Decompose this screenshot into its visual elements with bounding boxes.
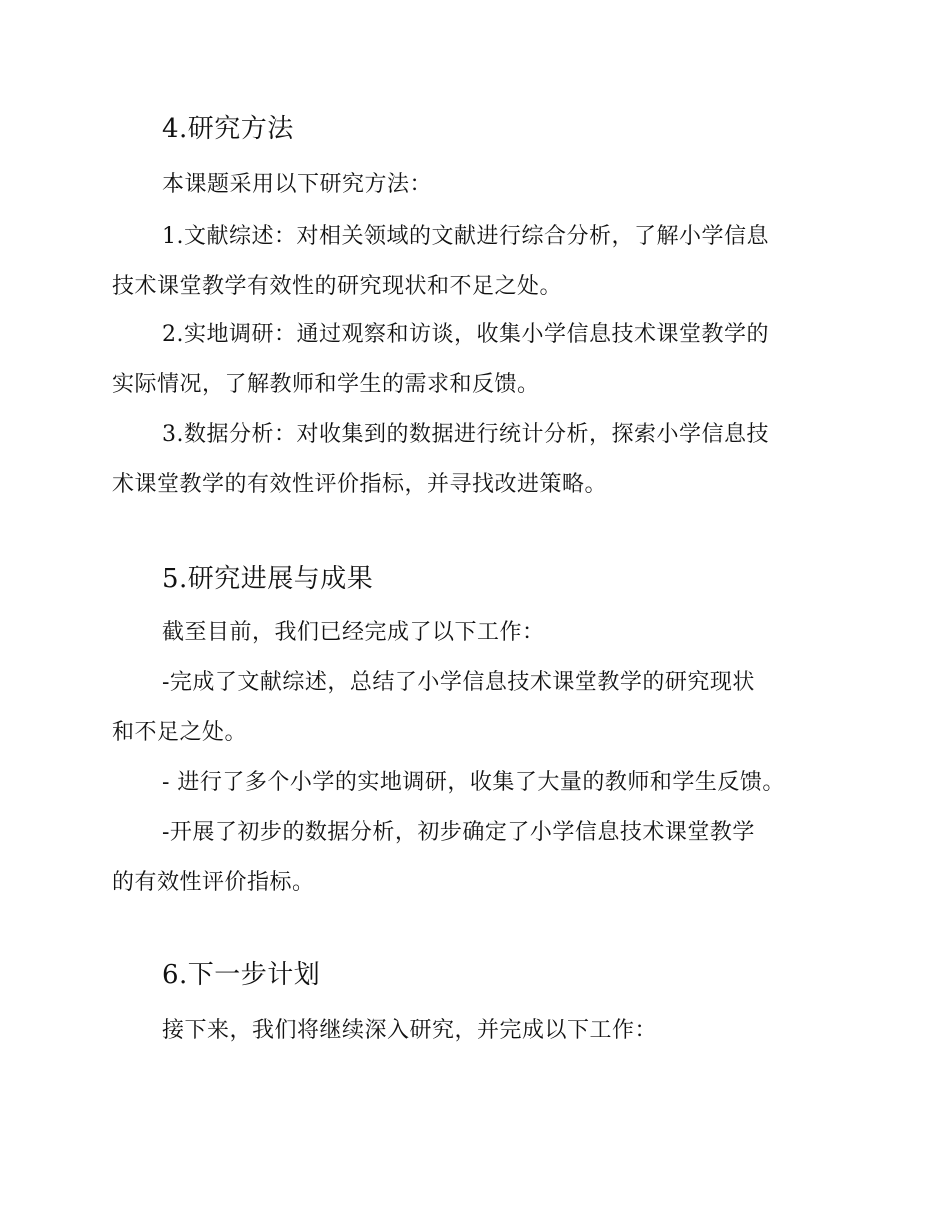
section-heading-research-methods: 4.研究方法 — [162, 114, 294, 144]
section-heading-progress-results: 5.研究进展与成果 — [162, 564, 374, 594]
paragraph-line: 和不足之处。 — [112, 720, 248, 745]
paragraph-line: 截至目前，我们已经完成了以下工作： — [162, 620, 545, 645]
paragraph-line: - 进行了多个小学的实地调研，收集了大量的教师和学生反馈。 — [162, 770, 785, 795]
paragraph-line: 3.数据分析：对收集到的数据进行统计分析，探索小学信息技 — [162, 422, 769, 447]
paragraph-line: 技术课堂教学有效性的研究现状和不足之处。 — [112, 274, 563, 299]
paragraph-line: -完成了文献综述，总结了小学信息技术课堂教学的研究现状 — [162, 670, 755, 695]
paragraph-line: 接下来，我们将继续深入研究，并完成以下工作： — [162, 1018, 658, 1043]
paragraph-line: 术课堂教学的有效性评价指标，并寻找改进策略。 — [112, 472, 608, 497]
paragraph-line: 本课题采用以下研究方法： — [162, 172, 433, 197]
paragraph-line: 的有效性评价指标。 — [112, 870, 315, 895]
paragraph-line: 2.实地调研：通过观察和访谈，收集小学信息技术课堂教学的 — [162, 322, 769, 347]
paragraph-line: 1.文献综述：对相关领域的文献进行综合分析，了解小学信息 — [162, 224, 769, 249]
paragraph-line: 实际情况，了解教师和学生的需求和反馈。 — [112, 372, 540, 397]
section-heading-next-steps: 6.下一步计划 — [162, 960, 321, 990]
paragraph-line: -开展了初步的数据分析，初步确定了小学信息技术课堂教学 — [162, 820, 755, 845]
